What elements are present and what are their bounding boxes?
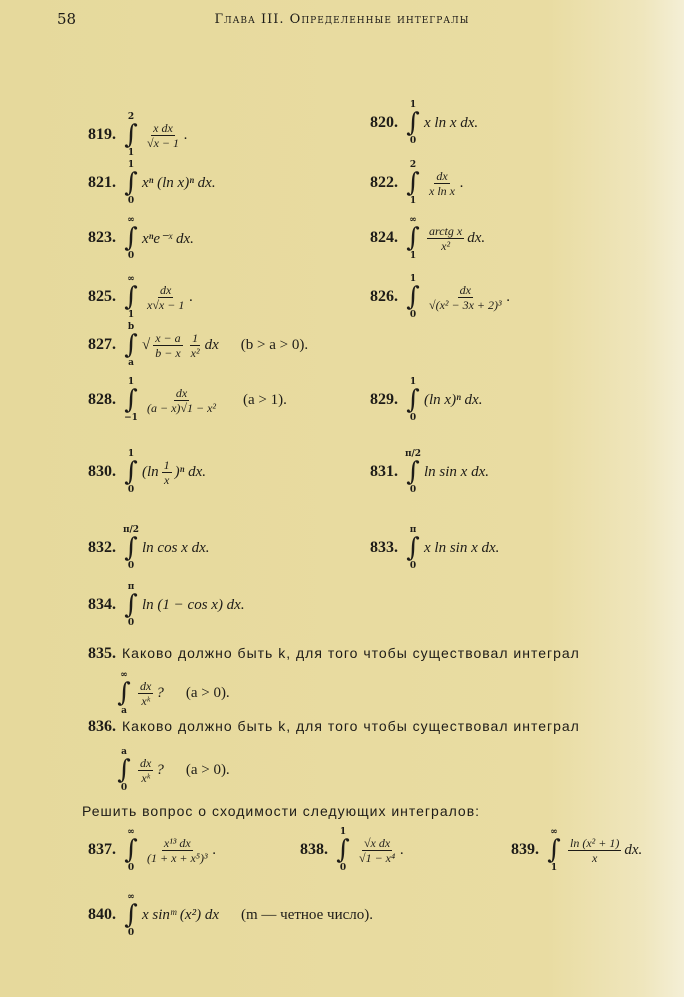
fraction-denominator: x	[592, 850, 598, 865]
upper-limit: 2	[127, 112, 135, 122]
upper-limit: 1	[409, 274, 417, 284]
integrand-text: .	[212, 841, 217, 858]
problem-number: 838.	[300, 841, 328, 858]
fraction	[145, 283, 186, 312]
fraction-numerator: x − a	[155, 330, 181, 345]
integral-icon: ∫	[124, 282, 138, 312]
lower-limit: 0	[127, 863, 135, 873]
fraction	[138, 679, 153, 708]
integrand-text: (ln	[142, 463, 159, 480]
problem-text	[88, 645, 580, 663]
problem-item	[88, 377, 287, 423]
integrand-text: x sinᵐ (x²) dx	[142, 906, 219, 923]
integral-sign-group	[124, 377, 138, 423]
problem-number: 833.	[370, 539, 398, 556]
integral-sign-group	[406, 525, 420, 571]
upper-limit: π/2	[404, 449, 422, 459]
integral-icon: ∫	[117, 755, 131, 785]
fraction	[427, 169, 457, 198]
integral-icon: ∫	[124, 533, 138, 563]
problem-number: 836.	[88, 718, 116, 735]
problem-number: 825.	[88, 288, 116, 305]
lower-limit: 1	[550, 863, 558, 873]
problem-statement: Каково должно быть k, для того чтобы существовал интеграл	[122, 645, 580, 661]
lower-limit: 0	[409, 310, 417, 320]
fraction-denominator: √1 − x⁴	[359, 850, 396, 865]
problem-item	[370, 274, 510, 320]
problem-number: 819.	[88, 126, 116, 143]
integral-icon: ∫	[124, 330, 138, 360]
problem-item	[88, 892, 373, 938]
integral-icon: ∫	[547, 835, 561, 865]
problem-number: 834.	[88, 596, 116, 613]
integral-icon: ∫	[124, 835, 138, 865]
integral-sign-group	[406, 449, 420, 495]
problem-text	[82, 803, 480, 819]
fraction-numerator: dx	[140, 755, 152, 770]
condition: (m — четное число).	[240, 906, 373, 923]
integral-icon: ∫	[124, 223, 138, 253]
fraction	[138, 756, 153, 785]
integral-sign-group	[124, 827, 138, 873]
integrand-text: .	[189, 288, 194, 305]
integral-icon: ∫	[124, 120, 138, 150]
fraction	[145, 386, 218, 415]
integral-sign-group	[406, 100, 420, 146]
problem-number: 823.	[88, 229, 116, 246]
integral-icon: ∫	[406, 223, 420, 253]
integral-icon: ∫	[406, 108, 420, 138]
lower-limit: a	[121, 706, 127, 716]
condition: (a > 0).	[185, 684, 230, 701]
integral-icon: ∫	[336, 835, 350, 865]
problem-number: 826.	[370, 288, 398, 305]
lower-limit: 0	[409, 413, 417, 423]
problem-item	[88, 322, 308, 368]
fraction-numerator: 1	[192, 330, 199, 345]
problem-number: 840.	[88, 906, 116, 923]
problem-item	[117, 747, 230, 793]
integral-sign-group	[406, 215, 420, 261]
condition: (b > a > 0).	[240, 336, 309, 353]
problem-item	[370, 100, 478, 146]
fraction-denominator: x	[164, 472, 170, 487]
integrand-text: ?	[156, 684, 164, 701]
upper-limit: b	[127, 322, 135, 332]
upper-limit: a	[121, 747, 127, 757]
integral-sign-group	[124, 274, 138, 320]
problem-item	[88, 274, 193, 320]
lower-limit: 1	[409, 251, 417, 261]
fraction-denominator: (a − x)√1 − x²	[147, 400, 217, 415]
upper-limit: 1	[409, 377, 417, 387]
problem-item	[88, 160, 216, 206]
problem-number: 837.	[88, 841, 116, 858]
fraction-denominator: x ln x	[429, 183, 455, 198]
problem-number: 831.	[370, 463, 398, 480]
integrand-text: ln cos x dx.	[142, 539, 210, 556]
problem-number: 828.	[88, 391, 116, 408]
problem-number: 820.	[370, 114, 398, 131]
integral-icon: ∫	[124, 900, 138, 930]
lower-limit: 0	[127, 485, 135, 495]
fraction-denominator: x√x − 1	[147, 297, 185, 312]
upper-limit: 1	[127, 377, 135, 387]
lower-limit: −1	[124, 413, 138, 423]
problem-item	[88, 112, 188, 158]
fraction-denominator: x²	[190, 345, 200, 360]
problem-number: 824.	[370, 229, 398, 246]
upper-limit: ∞	[409, 215, 417, 225]
lower-limit: 1	[127, 148, 135, 158]
fraction-denominator: xᵏ	[141, 693, 151, 708]
upper-limit: π	[127, 582, 135, 592]
problem-text	[88, 718, 580, 736]
problem-number: 822.	[370, 174, 398, 191]
integral-sign-group	[336, 827, 350, 873]
problem-number: 839.	[511, 841, 539, 858]
integral-icon: ∫	[406, 533, 420, 563]
integral-icon: ∫	[406, 168, 420, 198]
integral-icon: ∫	[406, 457, 420, 487]
fraction	[145, 836, 210, 865]
fraction-numerator: x dx	[153, 120, 173, 135]
integrand-text: ?	[156, 761, 164, 778]
fraction-numerator: arctg x	[429, 223, 463, 238]
integrand-text: x ln sin x dx.	[424, 539, 500, 556]
integral-icon: ∫	[124, 457, 138, 487]
upper-limit: 1	[127, 449, 135, 459]
lower-limit: 1	[409, 196, 417, 206]
fraction	[189, 331, 202, 360]
problem-item	[370, 525, 499, 571]
lower-limit: a	[128, 358, 134, 368]
integrand-text: (ln x)ⁿ dx.	[424, 391, 483, 408]
problem-item	[88, 449, 206, 495]
upper-limit: ∞	[120, 670, 128, 680]
upper-limit: π	[409, 525, 417, 535]
lower-limit: 0	[409, 561, 417, 571]
integral-sign-group	[124, 525, 138, 571]
upper-limit: ∞	[550, 827, 558, 837]
integrand-text: dx.	[467, 229, 486, 246]
problem-number: 827.	[88, 336, 116, 353]
lower-limit: 0	[127, 251, 135, 261]
problem-item	[88, 827, 216, 873]
fraction-numerator: ln (x² + 1)	[570, 835, 620, 850]
fraction	[153, 331, 182, 360]
lower-limit: 0	[127, 618, 135, 628]
fraction-numerator: 1	[163, 457, 170, 472]
problem-item	[88, 525, 209, 571]
upper-limit: ∞	[127, 274, 135, 284]
lower-limit: 0	[127, 928, 135, 938]
integrand-text: .	[506, 288, 511, 305]
fraction-numerator: dx	[160, 282, 172, 297]
integrand-text: ln (1 − cos x) dx.	[142, 596, 245, 613]
lower-limit: 1	[127, 310, 135, 320]
page-number: 58	[57, 10, 77, 28]
problem-item	[117, 670, 230, 716]
integral-sign-group	[117, 670, 131, 716]
integral-sign-group	[124, 112, 138, 158]
problem-item	[370, 215, 485, 261]
problem-item	[370, 449, 489, 495]
problem-statement: Решить вопрос о сходимости следующих интегралов:	[82, 803, 481, 819]
integrand-text: dx	[204, 336, 219, 353]
fraction-denominator: √x − 1	[147, 135, 180, 150]
fraction	[427, 283, 504, 312]
integrand-text: xⁿe⁻ˣ dx.	[142, 230, 194, 247]
integral-sign-group	[406, 160, 420, 206]
integral-sign-group	[124, 582, 138, 628]
integral-sign-group	[124, 322, 138, 368]
integrand-text: dx.	[624, 841, 643, 858]
integral-sign-group	[124, 215, 138, 261]
fraction-numerator: dx	[140, 678, 152, 693]
problem-number: 829.	[370, 391, 398, 408]
integral-icon: ∫	[124, 168, 138, 198]
integral-sign-group	[124, 449, 138, 495]
upper-limit: 2	[409, 160, 417, 170]
upper-limit: 1	[339, 827, 347, 837]
condition: (a > 0).	[185, 761, 230, 778]
integral-icon: ∫	[124, 385, 138, 415]
upper-limit: ∞	[127, 892, 135, 902]
integrand-text: x ln x dx.	[424, 114, 479, 131]
fraction	[568, 836, 621, 865]
lower-limit: 0	[120, 783, 128, 793]
integral-icon: ∫	[406, 385, 420, 415]
problem-number: 830.	[88, 463, 116, 480]
problem-item	[370, 377, 482, 423]
fraction-numerator: √x dx	[363, 835, 391, 850]
upper-limit: π/2	[122, 525, 140, 535]
integrand-text: )ⁿ dx.	[174, 463, 207, 480]
lower-limit: 0	[409, 485, 417, 495]
upper-limit: 1	[127, 160, 135, 170]
integrand-text: .	[460, 174, 464, 191]
problem-item	[511, 827, 642, 873]
fraction-denominator: (1 + x + x⁵)³	[147, 850, 208, 865]
integral-sign-group	[124, 160, 138, 206]
integrand-text: xⁿ (ln x)ⁿ dx.	[142, 174, 216, 191]
integral-icon: ∫	[124, 590, 138, 620]
integral-sign-group	[124, 892, 138, 938]
problem-item	[88, 215, 194, 261]
problem-number: 821.	[88, 174, 116, 191]
upper-limit: ∞	[127, 827, 135, 837]
problem-item	[370, 160, 464, 206]
integrand-text: ln sin x dx.	[424, 463, 489, 480]
fraction-denominator: b − x	[155, 345, 181, 360]
problem-number: 832.	[88, 539, 116, 556]
integral-sign-group	[117, 747, 131, 793]
fraction-denominator: √(x² − 3x + 2)³	[429, 297, 502, 312]
fraction-numerator: dx	[459, 282, 471, 297]
upper-limit: 1	[409, 100, 417, 110]
integral-sign-group	[406, 274, 420, 320]
lower-limit: 0	[339, 863, 347, 873]
condition: (a > 1).	[243, 391, 287, 408]
problem-number: 835.	[88, 645, 116, 662]
lower-limit: 0	[127, 561, 135, 571]
fraction	[357, 836, 397, 865]
fraction-denominator: x²	[441, 238, 451, 253]
integral-icon: ∫	[117, 678, 131, 708]
integrand-text: .	[184, 126, 188, 143]
fraction	[427, 224, 464, 253]
lower-limit: 0	[127, 196, 135, 206]
fraction-numerator: x¹³ dx	[163, 835, 191, 850]
fraction-numerator: dx	[436, 168, 448, 183]
integral-sign-group	[547, 827, 561, 873]
problem-statement: Каково должно быть k, для того чтобы существовал интеграл	[122, 718, 580, 734]
fraction	[162, 458, 172, 487]
lower-limit: 0	[409, 136, 417, 146]
problem-item	[300, 827, 404, 873]
integrand-text: √	[142, 336, 151, 353]
integral-sign-group	[406, 377, 420, 423]
fraction	[145, 121, 181, 150]
integral-icon: ∫	[406, 282, 420, 312]
problem-item	[88, 582, 245, 628]
fraction-denominator: xᵏ	[141, 770, 151, 785]
integrand-text: .	[400, 841, 404, 858]
running-head: Глава III. Определенные интегралы	[214, 12, 470, 27]
upper-limit: ∞	[127, 215, 135, 225]
fraction-numerator: dx	[175, 385, 188, 400]
